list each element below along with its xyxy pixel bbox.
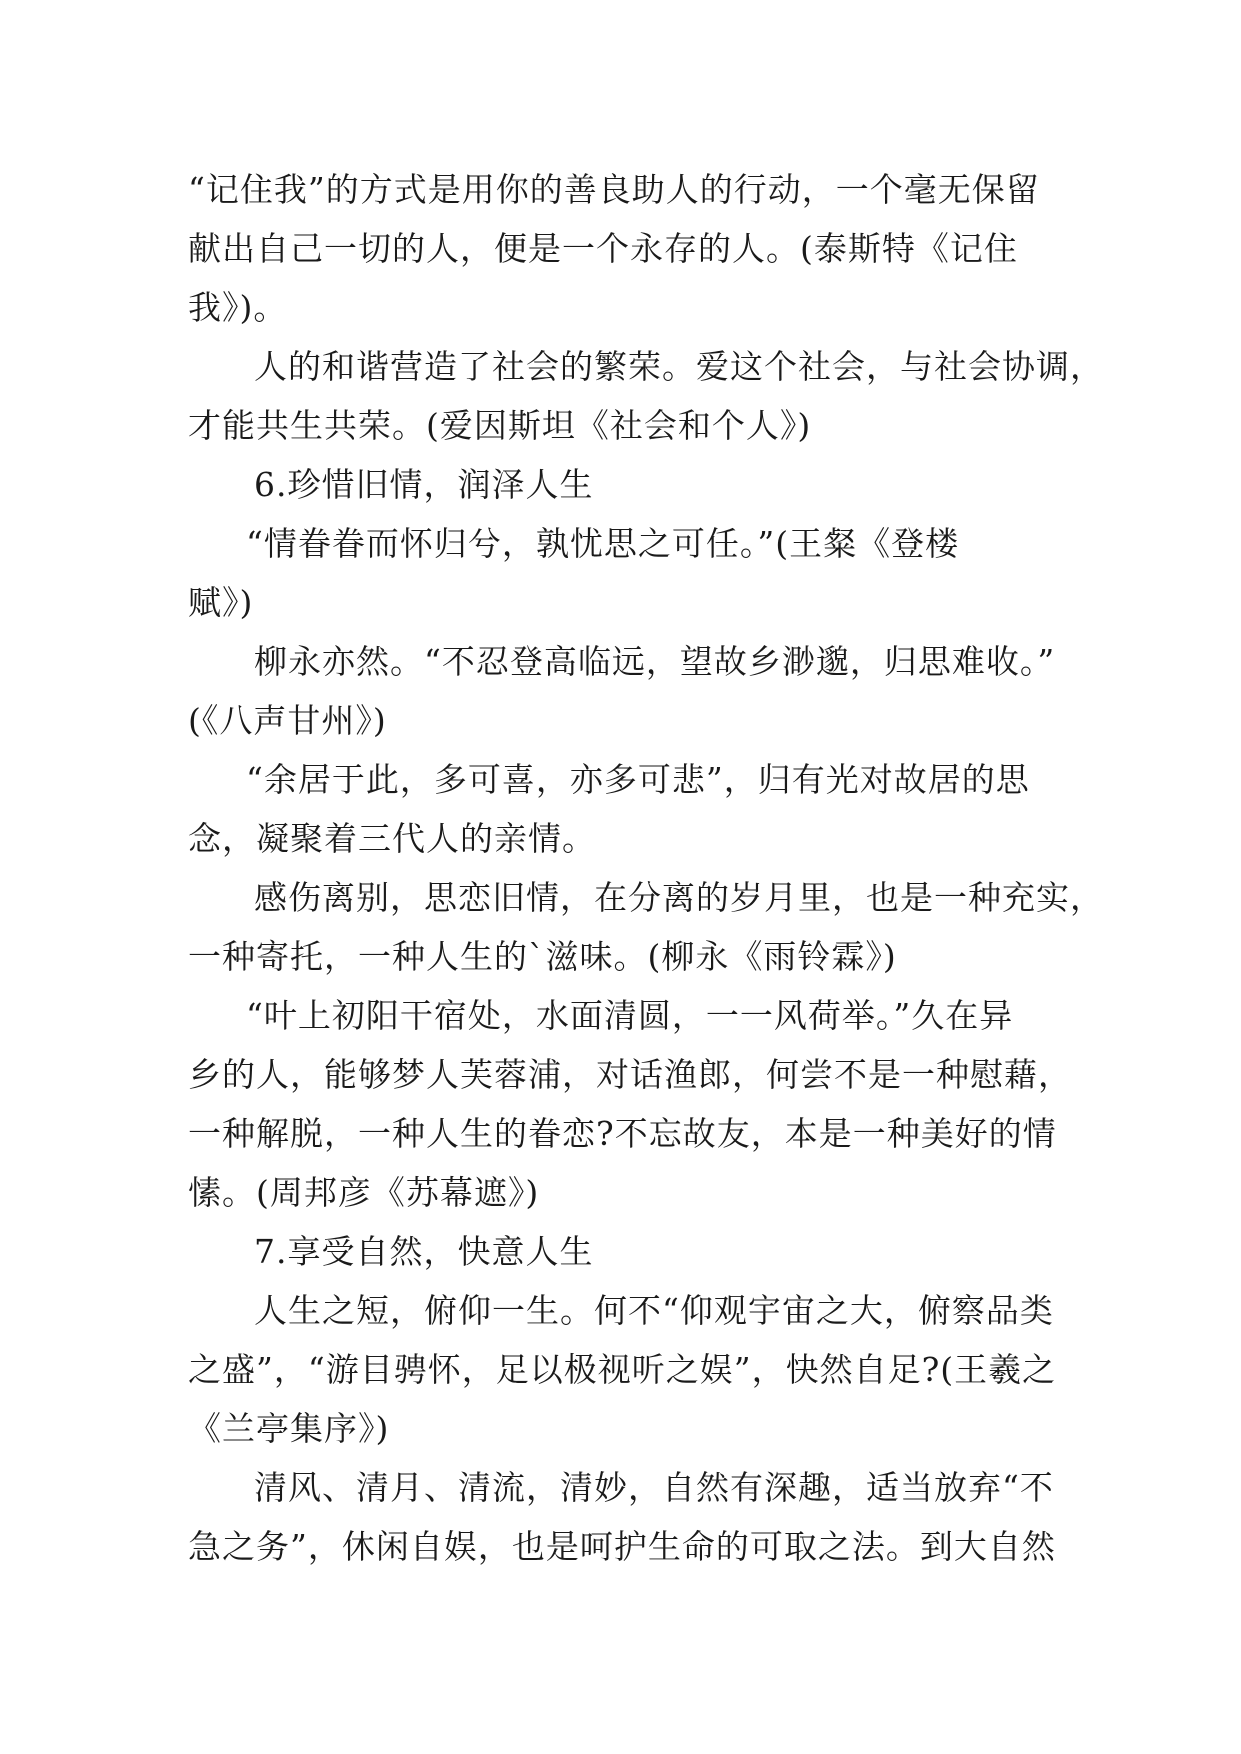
text-line: “叶上初阳干宿处，水面清圆，一一风荷举。”久在异 (246, 996, 1014, 1035)
text-line: 才能共生共荣。(爱因斯坦《社会和个人》) (188, 406, 812, 445)
text-line: 感伤离别，思恋旧情，在分离的岁月里，也是一种充实， (254, 878, 1104, 917)
text-line: “情眷眷而怀归兮，孰忧思之可任。”(王粲《登楼 (246, 524, 960, 563)
text-line: 清风、清月、清流，清妙，自然有深趣，适当放弃“不 (254, 1468, 1054, 1507)
paragraph-harmony (188, 337, 1104, 455)
text-line: 一种解脱，一种人生的眷恋?不忘故友，本是一种美好的情 (188, 1114, 1057, 1153)
text-line: 我》)。 (188, 288, 288, 327)
text-line: 《兰亭集序》) (188, 1409, 390, 1448)
text-line: 愫。(周邦彦《苏幕遮》) (188, 1173, 540, 1212)
section-heading-text: 7.享受自然，快意人生 (254, 1232, 594, 1271)
text-line: 人的和谐营造了社会的繁荣。爱这个社会，与社会协调， (254, 347, 1104, 386)
paragraph-gui-youguang (188, 750, 1058, 868)
paragraph-remember-me (188, 160, 1058, 337)
text-line: 念，凝聚着三代人的亲情。 (188, 819, 596, 858)
section-heading-text: 6.珍惜旧情，润泽人生 (254, 465, 594, 504)
text-line: 乡的人，能够梦人芙蓉浦，对话渔郎，何尝不是一种慰藉， (188, 1055, 1072, 1094)
document-body (188, 160, 1104, 1576)
text-line: 一种寄托，一种人生的`滋味。(柳永《雨铃霖》) (188, 937, 897, 976)
text-line: 献出自己一切的人，便是一个永存的人。(泰斯特《记住 (188, 229, 1018, 268)
paragraph-liu-yong-2 (188, 868, 1104, 986)
paragraph-wang-can (188, 514, 1058, 632)
text-line: “记住我”的方式是用你的善良助人的行动，一个毫无保留 (188, 170, 1040, 209)
text-line: 柳永亦然。“不忍登高临远，望故乡渺邈，归思难收。” (254, 642, 1056, 681)
section-heading-6 (188, 455, 1058, 514)
text-line: 人生之短，俯仰一生。何不“仰观宇宙之大，俯察品类 (254, 1291, 1054, 1330)
paragraph-wang-xizhi (188, 1281, 1058, 1458)
paragraph-nature (188, 1458, 1058, 1576)
paragraph-liu-yong-1 (188, 632, 1058, 750)
text-line: “余居于此，多可喜，亦多可悲”，归有光对故居的思 (246, 760, 1030, 799)
text-line: 之盛”，“游目骋怀，足以极视听之娱”，快然自足?(王羲之 (188, 1350, 1057, 1389)
text-line: 赋》) (188, 583, 254, 622)
section-heading-7 (188, 1222, 1058, 1281)
text-line: (《八声甘州》) (188, 701, 387, 740)
paragraph-zhou-bangyan (188, 986, 1072, 1222)
text-line: 急之务”，休闲自娱，也是呵护生命的可取之法。到大自然 (188, 1527, 1056, 1566)
